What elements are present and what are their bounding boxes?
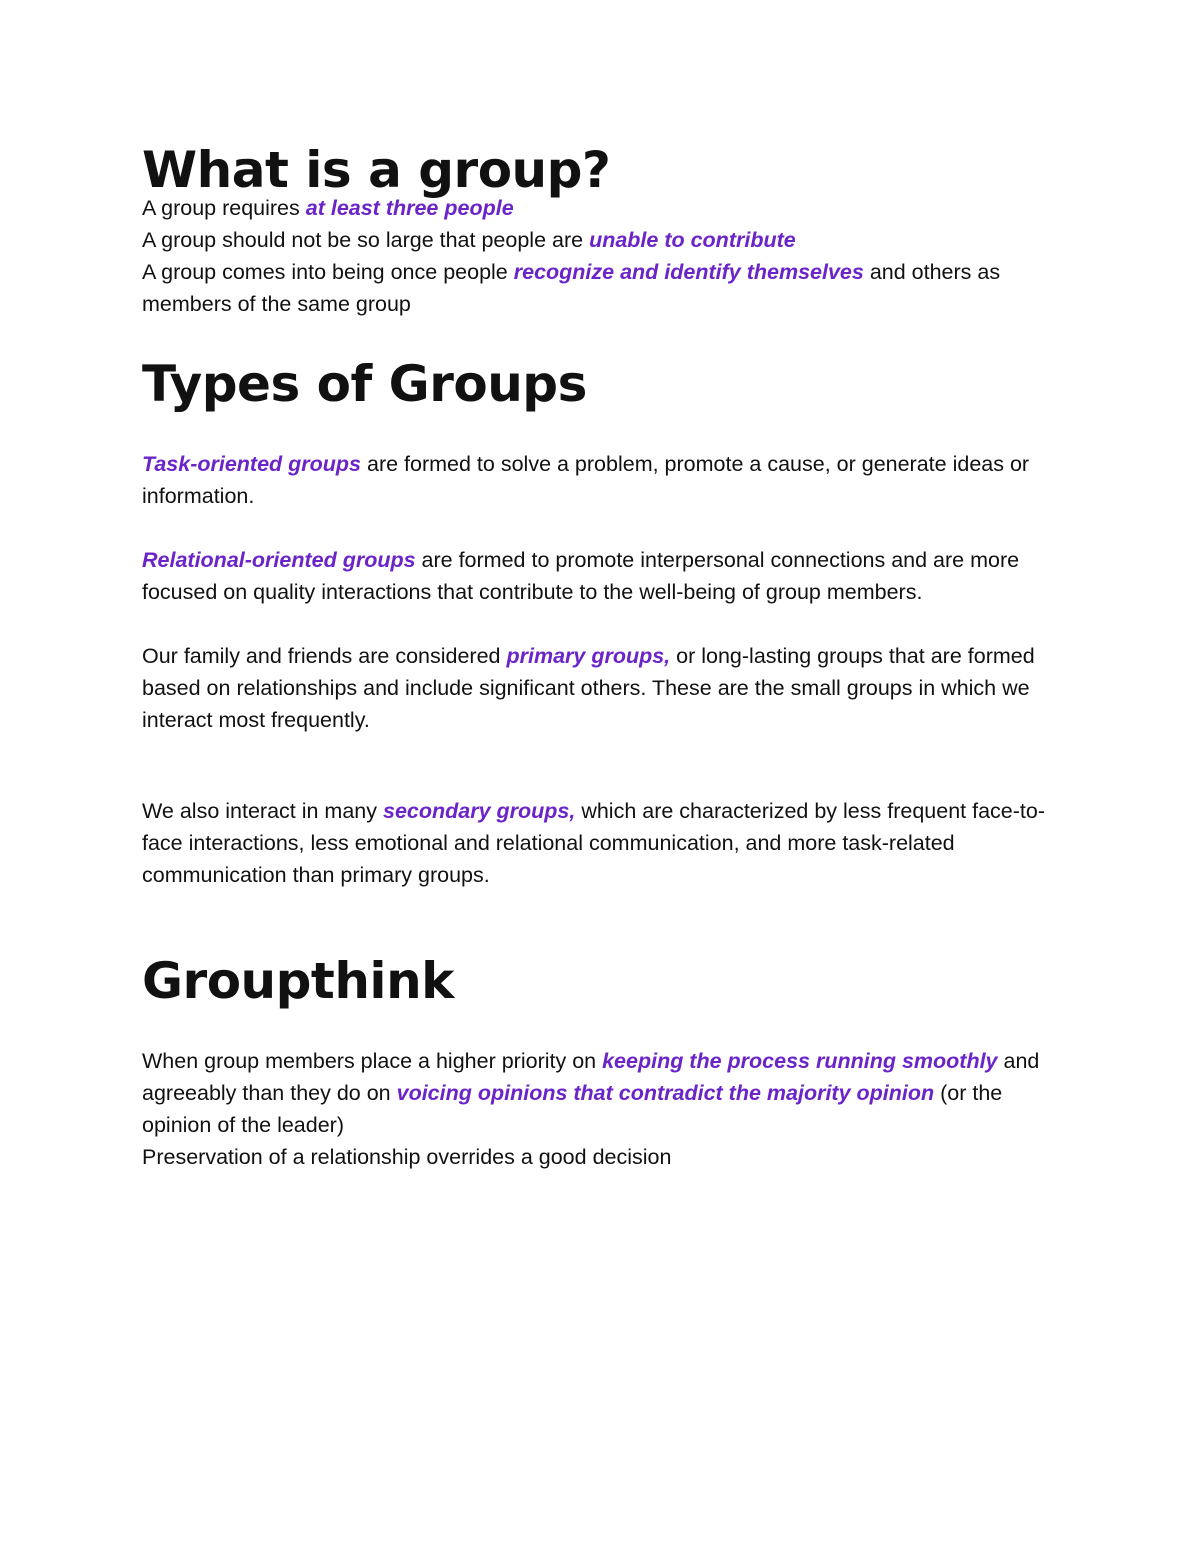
highlight-unable-to-contribute: unable to contribute	[589, 228, 796, 252]
highlight-recognize-and-identify: recognize and identify themselves	[513, 260, 864, 284]
highlight-keeping-process-running: keeping the process running smoothly	[602, 1049, 998, 1073]
paragraph-preservation: Preservation of a relationship overrides a good decision	[142, 1145, 672, 1169]
text-segment: A group comes into being once people	[142, 260, 514, 284]
highlight-primary-groups: primary groups,	[506, 644, 671, 668]
highlight-relational-oriented-groups: Relational-oriented groups	[142, 548, 416, 572]
paragraph-task-oriented	[142, 448, 1072, 512]
definition-line-3	[142, 256, 1072, 320]
text-segment: are formed to promote interpersonal connections and are more focused on quality interactions that contribute to the well-being of group members.	[142, 548, 1020, 604]
text-segment: When group members place a higher priority on	[142, 1049, 603, 1073]
paragraph-secondary-groups	[142, 795, 1072, 891]
heading-what-is-a-group: What is a group?	[142, 141, 611, 199]
paragraph-groupthink-definition	[142, 1045, 1072, 1141]
highlight-secondary-groups: secondary groups,	[382, 799, 576, 823]
heading-types-of-groups: Types of Groups	[142, 355, 587, 413]
text-segment: A group requires	[142, 196, 306, 220]
definition-line-2	[142, 224, 1072, 256]
text-segment: and others as members of the same group	[142, 260, 1001, 316]
text-segment: which are characterized by less frequent face-to-face interactions, less emotional and relational communication, and more task-related communication than primary groups.	[142, 799, 1045, 887]
text-segment: are formed to solve a problem, promote a cause, or generate ideas or information.	[142, 452, 1030, 508]
text-segment: (or the opinion of the leader)	[142, 1081, 1003, 1137]
groupthink-body	[142, 1045, 1072, 1173]
heading-groupthink: Groupthink	[142, 952, 454, 1010]
text-segment: and agreeably than they do on	[142, 1049, 1040, 1105]
document-page	[142, 140, 1072, 1173]
text-segment: or long-lasting groups that are formed based on relationships and include significant others. These are the small groups in which we interact most frequently.	[142, 644, 1035, 732]
highlight-at-least-three-people: at least three people	[305, 196, 514, 220]
highlight-task-oriented-groups: Task-oriented groups	[142, 452, 362, 476]
paragraph-primary-groups	[142, 640, 1072, 736]
text-segment: Our family and friends are considered	[142, 644, 507, 668]
text-segment: We also interact in many	[142, 799, 383, 823]
text-segment: A group should not be so large that people are	[142, 228, 590, 252]
highlight-voicing-opinions: voicing opinions that contradict the majority opinion	[396, 1081, 935, 1105]
paragraph-relational-oriented	[142, 544, 1072, 608]
what-is-a-group-body	[142, 192, 1072, 320]
